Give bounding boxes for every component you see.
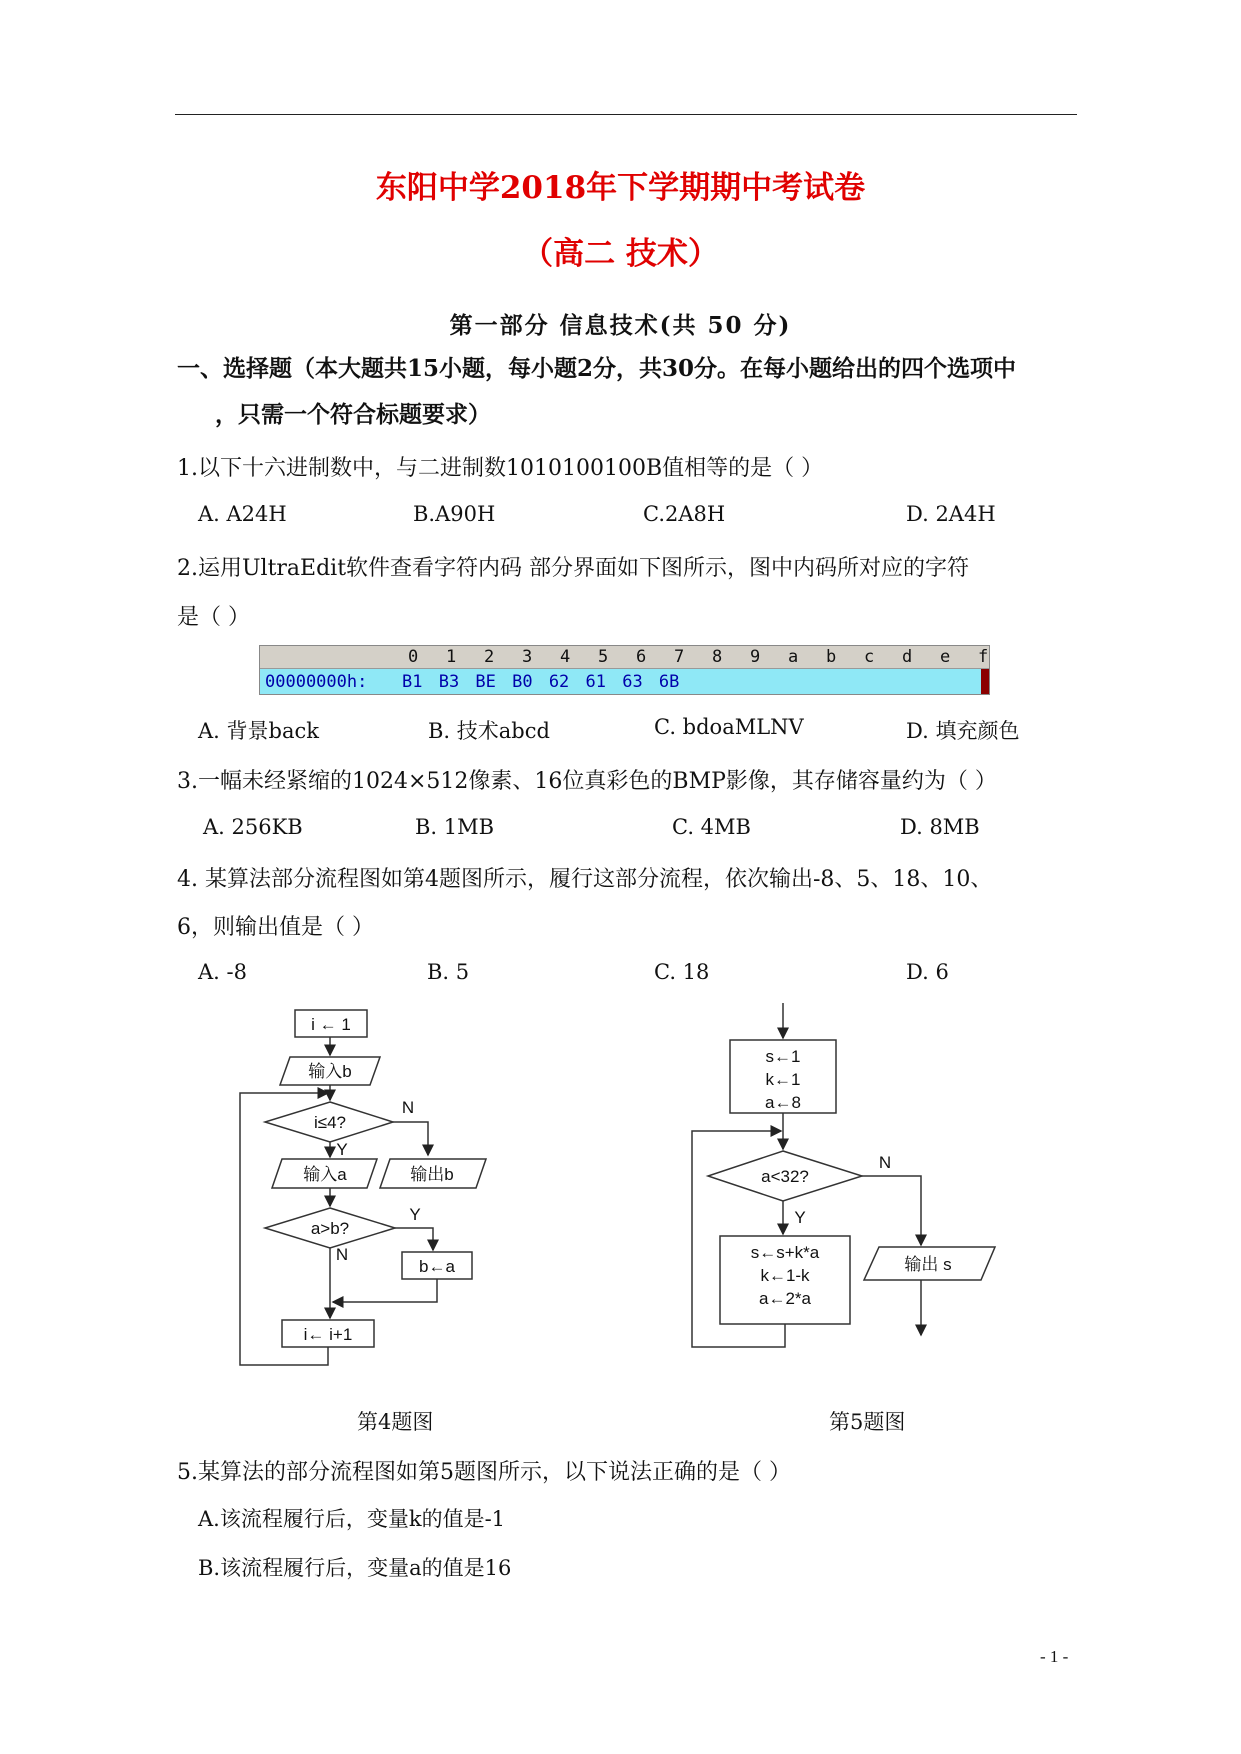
question-3-stem: 3.一幅未经紧缩的1024×512像素、16位真彩色的BMP影像，其存储容量约为（ ）: [177, 769, 997, 794]
fig4-assign-text: b←a: [419, 1257, 455, 1276]
fig4-input-a-text: 输入a: [303, 1165, 347, 1184]
fig4-output-b-text: 输出b: [410, 1165, 454, 1184]
hex-col-d: d: [902, 647, 913, 667]
hex-col-e: e: [940, 647, 951, 667]
hex-column-header: [260, 646, 989, 669]
exam-title: 东阳中学2018年下学期期中考试卷: [375, 170, 866, 206]
hex-col-c: c: [864, 647, 875, 667]
fig5-init-s: s←1: [765, 1047, 801, 1066]
question-2-option-d: D. 填充颜色: [906, 719, 1020, 743]
hex-col-0: 0: [408, 647, 419, 667]
fig4-yes-2: Y: [409, 1205, 421, 1224]
hex-col-1: 1: [446, 647, 457, 667]
fig4-yes-1: Y: [336, 1140, 348, 1159]
question-2-stem-line2: 是（ ）: [177, 605, 250, 630]
hex-data-row: [260, 669, 989, 694]
hex-col-8: 8: [712, 647, 723, 667]
question-4-stem-line2: 6，则输出值是（ ）: [177, 915, 374, 940]
hex-col-7: 7: [674, 647, 685, 667]
fig4-no-2: N: [335, 1245, 349, 1264]
question-1-option-d: D. 2A4H: [906, 502, 996, 526]
hex-col-b: b: [826, 647, 837, 667]
question-2-stem-line1: 2.运用UltraEdit软件查看字符内码 部分界面如下图所示，图中内码所对应的字符: [177, 556, 970, 581]
hex-col-2: 2: [484, 647, 495, 667]
exam-subtitle: （高二 技术）: [522, 236, 719, 272]
hex-cursor: [981, 669, 989, 694]
question-1-option-a: A. A24H: [198, 502, 287, 526]
flowchart-figure-5: [680, 995, 1000, 1355]
question-1-option-b: B.A90H: [413, 502, 496, 526]
fig5-output-text: 输出 s: [904, 1255, 952, 1274]
fig4-cond1-text: i≤4?: [313, 1113, 347, 1132]
question-2-option-c: C. bdoaMLNV: [654, 715, 804, 739]
question-4-option-c: C. 18: [654, 960, 710, 984]
question-5-option-a: A.该流程履行后，变量k的值是-1: [198, 1507, 506, 1531]
section-heading-line1: 一、选择题（本大题共15小题，每小题2分，共30分。在每小题给出的四个选项中: [177, 355, 1017, 382]
fig5-yes: Y: [794, 1208, 806, 1227]
question-3-option-d: D. 8MB: [900, 815, 980, 839]
fig4-incr-text: i← i+1: [303, 1325, 353, 1344]
question-3-option-c: C. 4MB: [672, 815, 751, 839]
question-1-option-c: C.2A8H: [643, 502, 726, 526]
question-4-stem-line1: 4. 某算法部分流程图如第4题图所示，履行这部分流程，依次输出-8、5、18、10、: [177, 867, 993, 892]
fig5-cond-text: a<32?: [761, 1167, 809, 1186]
question-5-option-b: B.该流程履行后，变量a的值是16: [198, 1556, 512, 1580]
fig5-body-k: k←1-k: [760, 1266, 810, 1285]
question-3-option-b: B. 1MB: [415, 815, 495, 839]
hex-col-9: 9: [750, 647, 761, 667]
fig5-no: N: [878, 1153, 892, 1172]
header-rule: [175, 114, 1077, 115]
question-2-option-b: B. 技术abcd: [428, 719, 550, 743]
page-number: - 1 -: [1040, 1647, 1069, 1666]
hex-col-6: 6: [636, 647, 647, 667]
fig5-init-a: a←8: [765, 1093, 801, 1112]
fig5-body-s: s←s+k*a: [750, 1243, 820, 1262]
fig4-init-text: i ← 1: [311, 1015, 351, 1034]
figure-4-caption: 第4题图: [357, 1410, 434, 1434]
question-4-option-d: D. 6: [906, 960, 949, 984]
hex-bytes: B1 B3 BE B0 62 61 63 6B: [402, 672, 680, 692]
fig4-no-1: N: [401, 1098, 415, 1117]
hex-viewer: [259, 645, 990, 695]
hex-col-f: f: [978, 647, 989, 667]
fig4-input-b-text: 输入b: [308, 1062, 352, 1081]
question-4-option-b: B. 5: [427, 960, 470, 984]
question-5-stem: 5.某算法的部分流程图如第5题图所示，以下说法正确的是（ ）: [177, 1460, 791, 1485]
question-3-option-a: A. 256KB: [203, 815, 303, 839]
question-1-stem: 1.以下十六进制数中，与二进制数1010100100B值相等的是（ ）: [177, 456, 824, 481]
section-heading-line2: ，只需一个符合标题要求）: [215, 401, 491, 428]
hex-col-4: 4: [560, 647, 571, 667]
fig4-cond2-text: a>b?: [310, 1219, 350, 1238]
fig5-body-a: a←2*a: [759, 1289, 811, 1308]
flowchart-figure-4: [230, 1000, 490, 1380]
question-2-option-a: A. 背景back: [198, 719, 319, 743]
hex-col-3: 3: [522, 647, 533, 667]
figure-5-caption: 第5题图: [829, 1410, 906, 1434]
fig5-init-k: k←1: [765, 1070, 801, 1089]
hex-col-5: 5: [598, 647, 609, 667]
part-heading: 第一部分 信息技术(共 50 分): [449, 312, 792, 339]
hex-address: 00000000h:: [265, 672, 368, 692]
question-4-option-a: A. -8: [198, 960, 247, 984]
hex-col-a: a: [788, 647, 799, 667]
